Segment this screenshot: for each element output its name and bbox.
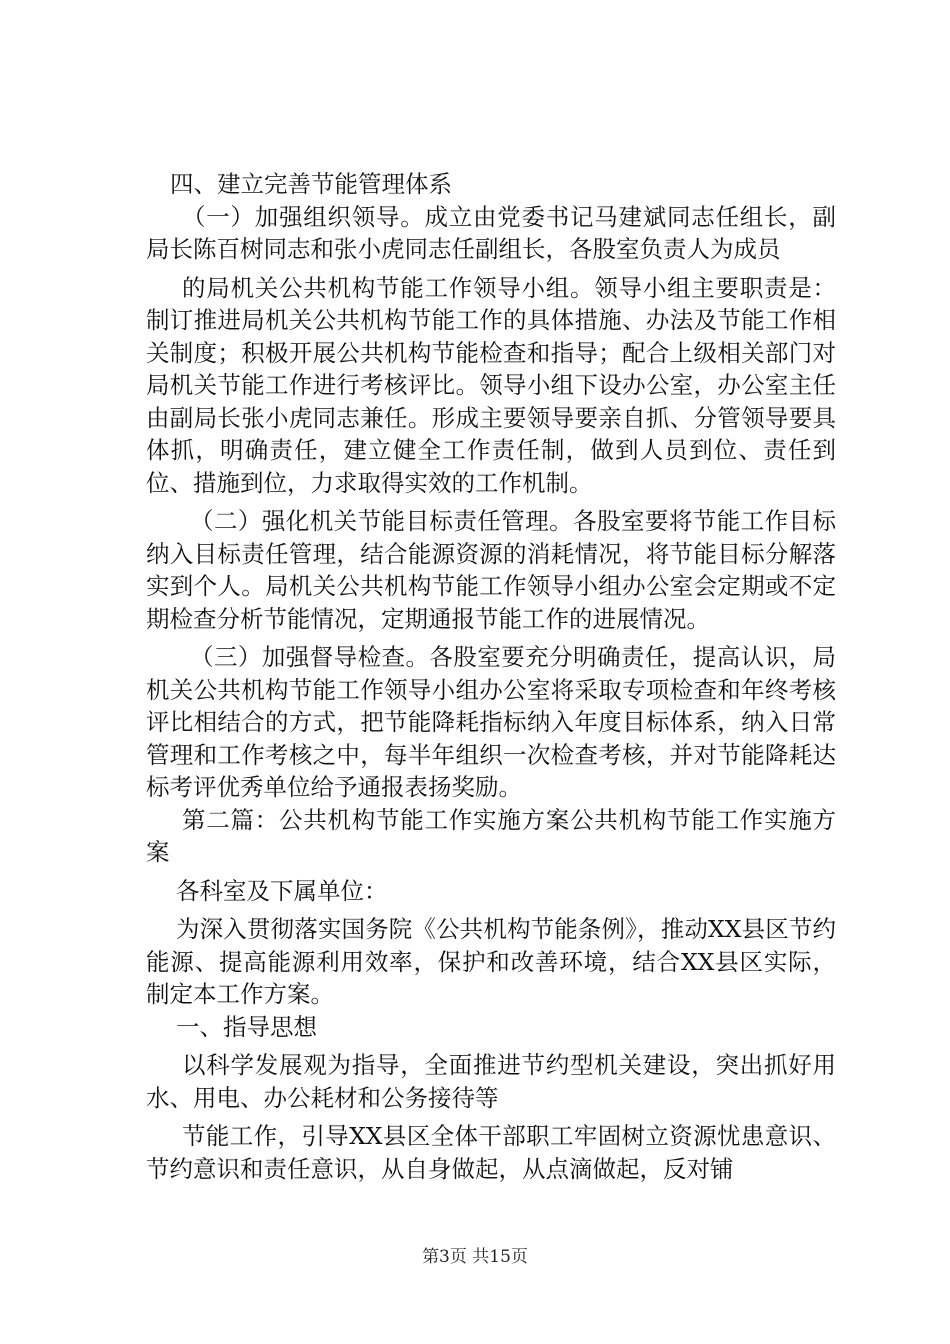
paragraph-supervision-inspection: （三）加强督导检查。各股室要充分明确责任，提高认识，局机关公共机构节能工作领导小组办公室将采取专项检查和年终考核评比相结合的方式，把节能降耗指标纳入年度目标体系，纳入日常管理和工作考核之中，每半年组织一次检查考核，并对节能降耗达标考评优秀单位给予通报表扬奖励。	[146, 643, 836, 801]
paragraph-guiding-ideology: 以科学发展观为指导，全面推进节约型机关建设，突出抓好用水、用电、办公耗材和公务接待等	[146, 1051, 836, 1112]
paragraph-leadership-duties: 的局机关公共机构节能工作领导小组。领导小组主要职责是：制订推进局机关公共机构节能工作的具体措施、办法及节能工作相关制度；积极开展公共机构节能检查和指导；配合上级相关部门对局机关节能工作进行考核评比。领导小组下设办公室，办公室主任由副局长张小虎同志兼任。形成主要领导要亲自抓、分管领导要具体抓，明确责任，建立健全工作责任制，做到人员到位、责任到位、措施到位，力求取得实效的工作机制。	[146, 273, 836, 497]
salutation: 各科室及下属单位：	[176, 876, 388, 905]
section-heading-4: 四、建立完善节能管理体系	[170, 170, 452, 198]
section-heading-guiding-ideology: 一、指导思想	[176, 1012, 317, 1041]
paragraph-target-responsibility: （二）强化机关节能目标责任管理。各股室要将节能工作目标纳入目标责任管理，结合能源资源的消耗情况，将节能目标分解落实到个人。局机关公共机构节能工作领导小组办公室会定期或不定期检查分析节能情况，定期通报节能工作的进展情况。	[146, 507, 836, 633]
document-body	[146, 168, 836, 1185]
paragraph-energy-saving-work: 节能工作，引导XX县区全体干部职工牢固树立资源忧患意识、节约意识和责任意识，从自身做起，从点滴做起，反对铺	[146, 1122, 836, 1183]
paragraph-purpose: 为深入贯彻落实国务院《公共机构节能条例》，推动XX县区节约能源、提高能源利用效率，保护和改善环境，结合XX县区实际，制定本工作方案。	[146, 915, 836, 1008]
chapter-two-title: 第二篇：公共机构节能工作实施方案公共机构节能工作实施方案	[146, 805, 836, 866]
page-number-footer: 第3页 共15页	[422, 1247, 528, 1267]
paragraph-organization-leadership: （一）加强组织领导。成立由党委书记马建斌同志任组长，副局长陈百树同志和张小虎同志任副组长，各股室负责人为成员	[146, 202, 836, 263]
